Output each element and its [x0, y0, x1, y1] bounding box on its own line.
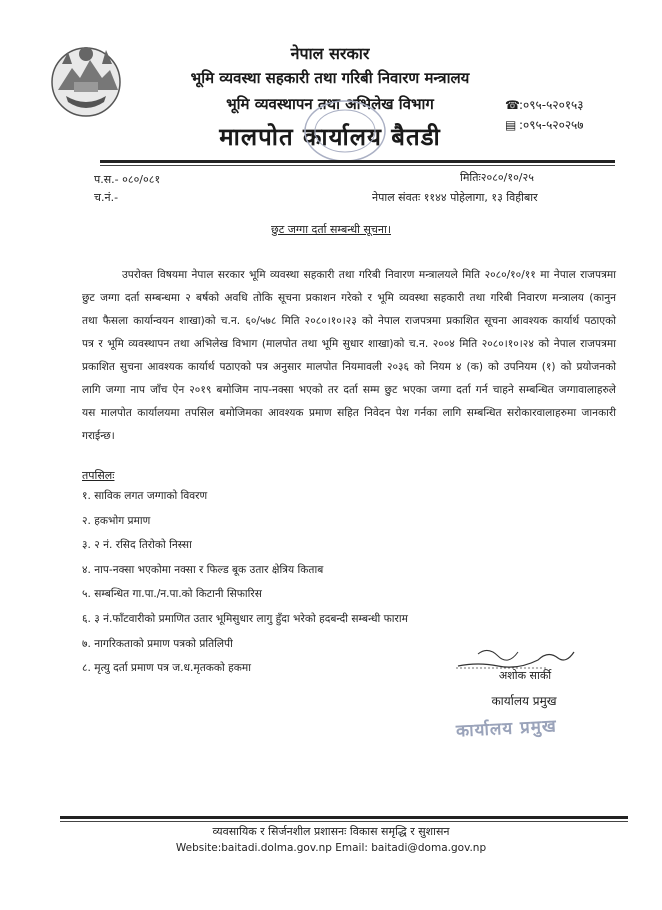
phone-number: ☎:०९५-५२०१५३	[505, 98, 584, 112]
footer-contact: Website:baitadi.dolma.gov.np Email: baitadi@doma.gov.np	[175, 842, 487, 854]
fax-icon: ▤	[505, 118, 517, 132]
office-seal-icon	[300, 96, 390, 166]
list-item: ७. नागरिकताको प्रमाण पत्रको प्रतिलिपी	[82, 637, 233, 650]
list-item: २. हकभोग प्रमाण	[82, 514, 151, 527]
requirements-list	[82, 484, 408, 681]
footer-divider	[60, 816, 628, 819]
footer-motto: व्यवसायिक र सिर्जनशील प्रशासनः विकास समृद्धि र सुशासन	[212, 825, 450, 838]
letter-date: मितिः२०८०/१०/२५	[460, 171, 534, 184]
signatory-title: कार्यालय प्रमुख	[491, 694, 557, 708]
list-item: ५. सम्बन्धित गा.पा./न.पा.को किटानी सिफारिस	[82, 588, 262, 601]
phone-icon: ☎	[505, 98, 520, 112]
list-item: ३. २ नं. रसिद तिरोको निस्सा	[82, 539, 192, 552]
fax-number: ▤ :०९५-५२०२५७	[505, 118, 584, 132]
details-heading: तपसिलः	[82, 469, 115, 482]
footer-divider-thin	[60, 821, 628, 822]
list-item: ४. नाप-नक्सा भएकोमा नक्सा र फिल्ड बूक उतार क्षेत्रिय किताब	[82, 563, 324, 576]
header-divider	[100, 160, 615, 163]
header-department: भूमि व्यवस्थापन तथा अभिलेख विभाग	[226, 95, 434, 113]
nepal-emblem-icon	[44, 38, 128, 122]
header-divider-thin	[100, 165, 615, 166]
header-ministry: भूमि व्यवस्था सहकारी तथा गरिबी निवारण मन्त्रालय	[190, 69, 470, 87]
nepal-samvat-date: नेपाल संवतः ११४४ पोहेलागा, १३ विहीबार	[372, 191, 538, 204]
header-government: नेपाल सरकार	[290, 44, 370, 63]
dispatch-number: च.नं.-	[94, 191, 119, 204]
notice-body: उपरोक्त विषयमा नेपाल सरकार भूमि व्यवस्था सहकारी तथा गरिबी निवारण मन्त्रालयले मिति २०८०/१०/११ मा नेपाल राजपत्रमा छुट जग्गा दर्ता सम्बन्धमा २ बर्षको अवधि तोकि सूचना प्रकाशन गरेको र भूमि व्यवस्था सहकारी तथा गरिबी निवारण मन्त्रालय (कानुन तथा फैसला कार्यान्वयन शाखा)को च.न. ६०/५७८ मिति २०८०।१०।२३ को नेपाल राजपत्रमा प्रकाशित सूचना आवश्यक कार्यार्थ पठाएको पत्र र भूमि व्यवस्थापन तथा अभिलेख विभाग (मालपोत तथा भूमि सुधार शाखा)को च.न. २००४ मिति २०८०।१०।२४ को नेपाल राजपत्रमा प्रकाशित सुचना आवश्यक कार्यार्थ पठाएको पत्र अनुसार मालपोत नियमावली २०३६ को नियम ४ (क) को उपनियम (१) को प्रयोजनको लागि जग्गा नाप जाँच ऐन २०१९ बमोजिम नाप-नक्सा भएको तर दर्ता सम्म छुट भएका जग्गा दर्ता गर्न चाहने सम्बन्धित जग्गावालाहरुले यस मालपोत कार्यालयमा तपसिल बमोजिमका आवश्यक प्रमाण सहित निवेदन पेश गर्नका लागि सम्बन्धित सरोकारवालाहरुमा जानकारी गराईन्छ।	[82, 269, 616, 442]
subject-line: छुट जग्गा दर्ता सम्बन्धी सूचना।	[271, 223, 391, 236]
list-item: १. साविक लगत जग्गाको विवरण	[82, 490, 208, 502]
header-office: मालपोत कार्यालय बैतडी	[219, 123, 441, 151]
signatory-name: अशोक सार्की	[498, 669, 552, 682]
list-item: ८. मृत्यु दर्ता प्रमाण पत्र ज.ध.मृतकको हकमा	[82, 662, 252, 675]
letter-number: प.स.- ०८०/०८१	[94, 173, 161, 186]
rubber-stamp-text: कार्यालय प्रमुख	[455, 716, 558, 742]
list-item: ६. ३ नं.फाँटवारीको प्रमाणित उतार भूमिसुधार लागु हुँदा भरेको हदबन्दी सम्बन्धी फाराम	[82, 612, 408, 625]
